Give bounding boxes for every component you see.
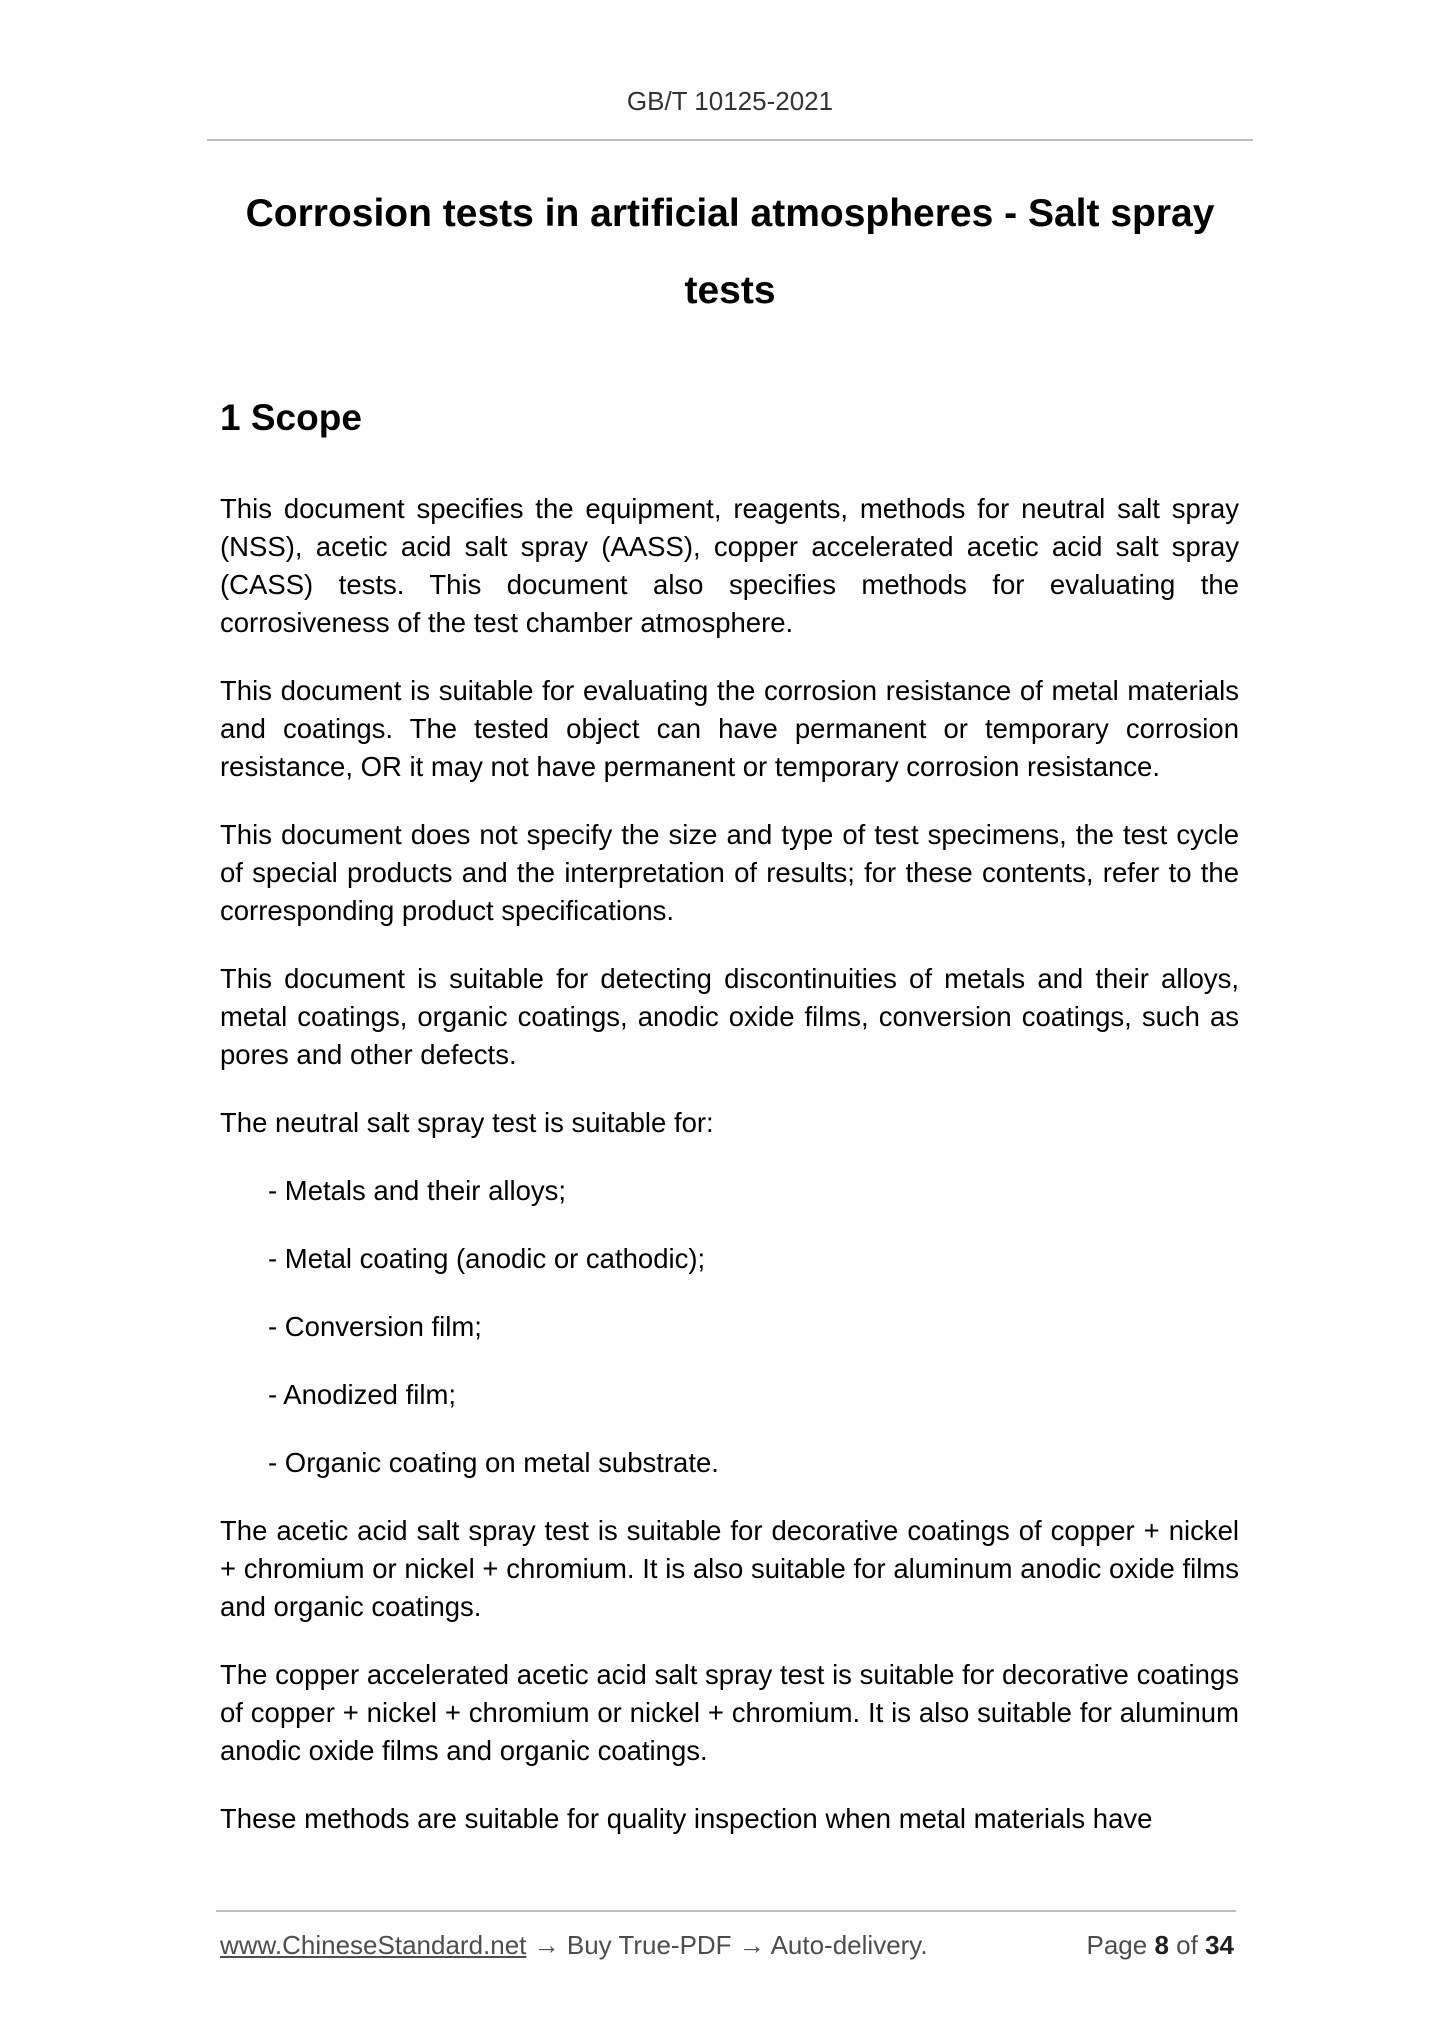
document-title-line-1: Corrosion tests in artificial atmospheres - Salt spray <box>245 192 1215 235</box>
page-current: 8 <box>1154 1930 1169 1960</box>
scope-paragraph-6: The acetic acid salt spray test is suitable for decorative coatings of copper + nickel + chromium or nickel + chromium. It is also suitable for aluminum anodic oxide films and organic coatings. <box>220 1515 1239 1622</box>
scope-paragraph-1: This document specifies the equipment, reagents, methods for neutral salt spray (NSS), acetic acid salt spray (AASS), copper accelerated acetic acid salt spray (CASS) tests. This document also specifies methods for evaluating the corrosiveness of the test chamber atmosphere. <box>220 493 1239 638</box>
scope-paragraph-7: The copper accelerated acetic acid salt spray test is suitable for decorative coatings of copper + nickel + chromium or nickel + chromium. It is also suitable for aluminum anodic oxide films and organic coatings. <box>220 1659 1239 1766</box>
section-heading-scope: 1 Scope <box>220 397 362 438</box>
list-item: - Organic coating on metal substrate. <box>268 1447 719 1478</box>
page-footer <box>220 1930 1234 1961</box>
footer-promo-text: → Buy True-PDF → Auto-delivery. <box>526 1930 928 1960</box>
page-of-label: of <box>1176 1930 1198 1960</box>
scope-paragraph-2: This document is suitable for evaluating the corrosion resistance of metal materials and coatings. The tested object can have permanent or temporary corrosion resistance, OR it may not have permanent or temporary corrosion resistance. <box>220 675 1239 782</box>
header-divider <box>207 139 1253 141</box>
footer-promo <box>220 1930 928 1961</box>
scope-paragraph-5: The neutral salt spray test is suitable for: <box>220 1107 714 1138</box>
list-item: - Conversion film; <box>268 1311 482 1342</box>
scope-paragraph-4: This document is suitable for detecting discontinuities of metals and their alloys, metal coatings, organic coatings, anodic oxide films, conversion coatings, such as pores and other defects. <box>220 963 1239 1070</box>
document-title <box>207 175 1253 329</box>
list-item: - Metal coating (anodic or cathodic); <box>268 1243 706 1274</box>
scope-paragraph-8: These methods are suitable for quality inspection when metal materials have <box>220 1803 1153 1834</box>
page-total: 34 <box>1205 1930 1234 1960</box>
chinese-standard-link[interactable]: www.ChineseStandard.net <box>220 1930 527 1960</box>
list-item: - Anodized film; <box>268 1379 457 1410</box>
document-title-line-2: tests <box>684 269 776 312</box>
page-number <box>1086 1930 1234 1961</box>
page-label: Page <box>1086 1930 1148 1960</box>
footer-divider <box>216 1910 1236 1912</box>
list-item: - Metals and their alloys; <box>268 1175 567 1206</box>
page-header-standard-code: GB/T 10125-2021 <box>626 86 834 116</box>
scope-body <box>220 490 1239 1868</box>
nss-applicability-list <box>220 1172 1239 1482</box>
scope-paragraph-3: This document does not specify the size and type of test specimens, the test cycle of special products and the interpretation of results; for these contents, refer to the corresponding product specifications. <box>220 819 1239 926</box>
